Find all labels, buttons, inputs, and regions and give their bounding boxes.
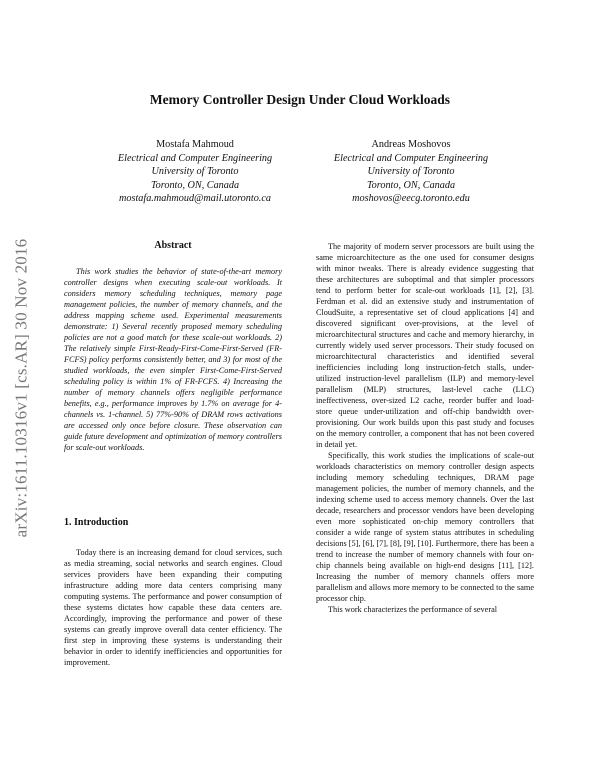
introduction-paragraph: Today there is an increasing demand for cloud services, such as media streaming, social networks and search engines. Cloud services providers have been expanding their computing infrastructure adding more data centers comprising many computing systems. The performance and power consumption of these systems dictates how capable these data centers are. Accordingly, improving the performance and power of these systems can greatly improve overall data center efficiency. The first step in improving these systems is understanding their behavior in order to identify inefficiencies and opportunities for improvement. — [64, 548, 282, 667]
right-paragraph-3: This work characterizes the performance of several — [328, 605, 498, 614]
author-affiliation: Electrical and Computer Engineering — [333, 152, 489, 164]
author-email: moshovos@eecg.toronto.edu — [352, 193, 470, 205]
author-affiliation: Electrical and Computer Engineering — [117, 152, 273, 164]
author-institution: University of Toronto — [151, 166, 239, 178]
author-block-1 — [80, 138, 310, 206]
right-column-text — [316, 241, 534, 615]
introduction-heading: 1. Introduction — [64, 517, 129, 528]
arxiv-side-identifier — [6, 198, 36, 578]
author-institution: University of Toronto — [367, 166, 455, 178]
author-name: Andreas Moshovos — [371, 139, 451, 150]
paper-title: Memory Controller Design Under Cloud Workloads — [149, 92, 451, 107]
author-block-2 — [296, 138, 526, 206]
abstract-paragraph: This work studies the behavior of state-of-the-art memory controller designs when executing scale-out workloads. It considers memory scheduling techniques, memory page management policies, the number of memory channels, and the address mapping scheme used. Experimental measurements demonstrate: 1) Several recently proposed memory scheduling policies are not a good match for these scale-out workloads. 2) The relatively simple First-Ready-First-Come-First-Served (FR-FCFS) policy performs consistently better, and 3) for most of the studied workloads, the even simpler First-Come-First-Served scheduling policy is within 1% of FR-FCFS. 4) Increasing the number of memory channels offers negligible performance benefits, e.g., performance improves by 1.7% on average for 4-channels vs. 1-channel. 5) 77%-90% of DRAM rows activations are accessed only once before closure. These observation can guide future development and optimization of memory controllers for scale-out workloads. — [64, 267, 282, 452]
author-email: mostafa.mahmoud@mail.utoronto.ca — [119, 193, 271, 205]
abstract-text — [64, 266, 282, 453]
arxiv-identifier-text: arXiv:1611.10316v1 [cs.AR] 30 Nov 2016 — [11, 238, 30, 538]
right-paragraph-1: The majority of modern server processors are built using the same microarchitecture as the one used for consumer designs with minor tweaks. There is already evidence suggesting that these architectures are suboptimal and that simpler processors tend to perform better for scale-out workloads [1], [2], [3]. Ferdman et al. did an extensive study and instrumentation of CloudSuite, a representative set of cloud applications [4] and discovered significant over-provisions, at the level of microarchitectural structures and cache and memory hierarchy, in currently widely used server processors. Their study focused on microarchitectural characteristics and identified several inefficiencies including long instruction-fetch stalls, under-utilized instruction-level parallelism (ILP) and memory-level parallelism (MLP) structures, last-level cache (LLC) ineffectiveness, over-sized L2 cache, reorder buffer and load-store queue under-utilization and off-chip bandwidth over-provisioning. Our work builds upon this past study and focuses on the memory controller, a component that has not been covered in detail yet. — [316, 242, 534, 449]
author-location: Toronto, ON, Canada — [150, 179, 240, 191]
author-location: Toronto, ON, Canada — [366, 179, 456, 191]
introduction-text — [64, 547, 282, 668]
right-paragraph-2: Specifically, this work studies the implications of scale-out workloads characteristics on memory controller design aspects including memory scheduling techniques, DRAM page management policies, the number of memory channels, and the indexing scheme used to access memory channels. Over the last decade, researchers and processor vendors have been developing even more sophisticated on-chip memory controllers that consider a wide range of system status attributes in scheduling decisions [5], [6], [7], [8], [9], [10]. Furthermore, there has been a trend to increase the number of memory channels with four on-chip channels being available on high-end designs [11], [12]. Increasing the number of memory channels offers more parallelism and allows more memory to be connected to the same processor chip. — [316, 451, 534, 603]
author-name: Mostafa Mahmoud — [156, 139, 234, 150]
abstract-heading: Abstract — [154, 240, 192, 251]
